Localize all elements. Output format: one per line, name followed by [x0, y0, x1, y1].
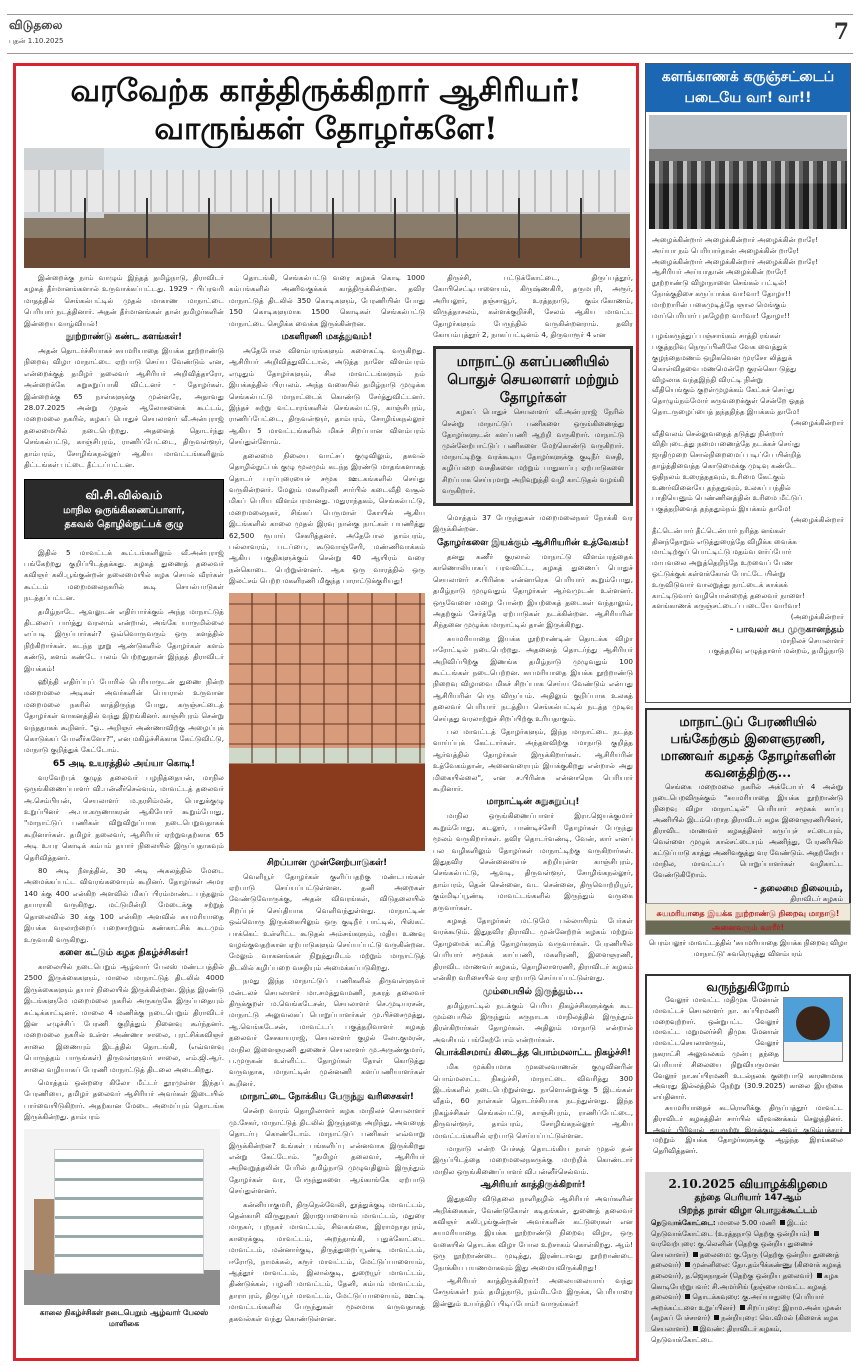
- subheading: பொக்கிசமாய் கிடைத்த பொம்மலாட்ட நிகழ்ச்சி!: [434, 1048, 632, 1059]
- poem-body: அழைக்கின்றார் அழைக்கின்றார் அழைக்கின் றாரே! அய்யா நம் பெரியார்தான் அழைக்கின் றாரே! அழைக்கின்றார் அழைக்கின்றார் அழைக்கின் றாரே! ஆசிரியர் அய்யாதான் அழைக்கின் றாரே! நூற்றாண்டு விழாநாளை செங்கல் பட்டில்! நோக்குதிசை கருப்பாக்க வா!வா! தோழா!! மாற்றாரின் பகைமுடித்தே ஞால மெங்கும் மாப்பெரியார் புகழேற்ற வா!வா! தோழா!! பழங்கருத்துப் பஞ்சாங்கம் சாத்தி ரங்கள் பகுத்தறிவு நெருப்பினிலே வேக வைத்துக் குழந்தைமணம் ஒழிகவென முரசோ லித்துக் கொள்விதவை மணமென்றே குரல்கொ டுத்து விழலாக வந்தஇந்தி விரட்டி நின்று வீதியெங்கும் குறள்முழக்கம் கேட்கச் செய்து தொழும்நம்மோர் கருவறைக்குள் சென்றே ஓதத் தொடருழைப்பைத் தந்ததிந்த இயக்கம் தாமே! (அழைக்கின்றார் வீதிவலம் செல்லுவதைத் தடுத்து நின்றார் விதிபுடைத்து நமைபணைத்தே நடக்கச் செய்து ஜாதிமுறை சொல்நிறைமைப் படிப்பே யின்றித் தாழ்த்திவைத்த கொடுமைக்கு முடிவு கண்டே ஓதிநலம் உரைத்ததவும், உரிமை கேட்கும் உணர்வினையே தந்ததுவும், உலகப் பந்தில் பாதியெனும் பெண்ணினத்தின் உரிமை மீட்டுப் பகுத்தறிவைத் தந்ததும்நம் இயக்கம் தாமே! (அழைக்கின்றார் தீட்டென்பார் தீட்டென்பார் நரித்த னங்கள் தினந்தோறும் எடுத்துரைத்தே விழிக்க வைக்க மாட்டிற்குப் பொட்டிட்டு மதம்வ ளர்ப்போர் மாபவலை அறுத்தெறிந்தே உறவைப் பேண ஓட்டுக்குக் கள்ளக்கோல் போட்டே யின்று உருவிடுவார் வாலறுத்து நாட்டைக் காக்கக் காட்டிடுவார் வழியொன்றைத் தலைவர் நாளை! களங்காணக் கருஞ்சட்டைப் படையே வா!வா! (அழைக்கின்றார் - பாவலர் சுப முருகானந்தம் மாநிலச் செயலாளர் பகுத்தறிவு எழுத்தாளர் மன்றம், தமிழ்நாடு: [652, 235, 844, 656]
- stanza-1: அழைக்கின்றார் அழைக்கின்றார் அழைக்கின் றாரே! அய்யா நம் பெரியார்தான் அழைக்கின் றாரே! அழைக்கின்றார் அழைக்கின்றார் அழைக்கின் றாரே! ஆசிரியர் அய்யாதான் அழைக்கின் றாரே! நூற்றாண்டு விழாநாளை செங்கல் பட்டில்! நோக்குதிசை கருப்பாக்க வா!வா! தோழா!! மாற்றாரின் பகைமுடித்தே ஞால மெங்கும் மாப்பெரியார் புகழேற்ற வா!வா! தோழா!!: [652, 235, 819, 320]
- crowd-photo: [649, 115, 847, 229]
- event-notice: 2.10.2025 வியாழக்கிழமை தந்தை பெரியார் 147ஆம் பிறந்த நாள் விழா பொதுக்கூட்டம் நெடுவாக்கோட்டை: மாலை 5.00 மணி இடம்: நெடுவாக்கோட்டை (உரத்தநாடு தெற்கு ஒன்றியம்) வரவேற்புரை: கு.லெனின் (தெற்கு ஒன்றிய துணைச் செயலாளர்) தலைமை: கு.நேரு (தெற்கு ஒன்றிய துணைத் தலைவர்) முன்னிலை: தோ.தம்பிக்கண்ணு (கிளைக் கழகத் தலைவர்), த.ஜெகநாதன் (தெற்கு ஒன்றிய தலைவர்) கழக கொடியேற்றுபவர்: சி.அமர்சிங் (தஞ்சை மாவட்ட கழகத் தலைவர்) தொடக்கவுரை: கு.அய்யாதுரை (பெரியார் அறக்கட்டளை உறுப்பினர்) சிறப்புரை: இராம.அன்பழகன் (கழகப் பேச்சாளர்) நன்றியுரை: வெ.விமல் (கிளைக் கழக செயலாளர்) இவண்: திராவிடர் கழகம், நெடுவாக்கோட்டை: [645, 1172, 851, 1332]
- notice-box: மாநாட்டுப் பேரணியில் பங்கேற்கும் இளைஞரணி, மாணவர் கழகத் தோழர்களின் கவனத்திற்கு... செங்கை மறைமலை நகரில் அக்டோபர் 4 அன்று நடைபெறவிருக்கும் "சுயமரியாதை இயக்க நூற்றாண்டு நிறைவு விழா மாநாட்டில்" பெரியார் சமூகக் காப்பு அணியில் இடம்பெறாத திராவிடர் கழக இளைஞரணியினர், திராவிட மாணவர் கழகத்தினர் கருப்புச் சட்டையும், வெள்ளை முழுக் கால்சட்டையும் அணிந்து, பேரணியில் கட்டுப்பாடு காத்து அணிவகுத்து வர வேண்டும். அதற்கேற்ப மாநில, மாவட்டப் பொறுப்பாளர்கள் வழிகாட்ட வேண்டுகிறோம். - தலைமை நிலையம், திராவிடர் கழகம்: [645, 708, 851, 910]
- inset-box: மாநாட்டு களப்பணியில் பொதுச் செயலாளர் மற்றும் தோழர்கள் கழகப் பொதுச் செயலாளர் வீ.அன்புராஜ் நேரில் சென்று மாநாட்டுப் பணிகளை ஒருங்கிணைத்து தோழர்களுடன் களப்பணி ஆற்றி வருகிறார். மாநாட்டு முன்னேற்பாட்டுப் பணிகளை மேற்கொண்டு வருகிறார். மாநாட்டிற்கு வரக்கூடிய தோழர்களுக்கு குடிநீர் வசதி, கழிப்பறை வசதிகளை மற்றும் பாதுகாப்பு ஏற்பாடுகளை சிறப்பாக செய்யுமாறு அறிவுறுத்தி வழி காட்டுதல் வழங்கி வருகிறார்.: [433, 346, 633, 506]
- byline-box: வி.சி.வில்வம் மாநில ஒருங்கிணைப்பாளர், தகவல் தொழில்நுட்பக் குழு: [24, 479, 224, 539]
- headline: [16, 72, 636, 148]
- main-story: [13, 63, 639, 1361]
- poem-author: - பாவலர் சுப முருகானந்தம்: [729, 624, 844, 635]
- subheading: மாநாட்டின் சுறுசுறுப்பு!: [486, 797, 580, 808]
- wall-ad-caption: பெரம்பலூர் மாவட்டத்தில் 'சுயமரியாதை இயக்க நிறைவு விழா மாநாட்டு' சுவரெழுத்து விளம்பரம்: [648, 939, 848, 958]
- event-details: நெடுவாக்கோட்டை: மாலை 5.00 மணி இடம்: நெடுவாக்கோட்டை (உரத்தநாடு தெற்கு ஒன்றியம்) வரவேற்புரை: கு.லெனின் (தெற்கு ஒன்றிய துணைச் செயலாளர்) தலைமை: கு.நேரு (தெற்கு ஒன்றிய துணைத் தலைவர்) முன்னிலை: தோ.தம்பிக்கண்ணு (கிளைக் கழகத் தலைவர்), த.ஜெகநாதன் (தெற்கு ஒன்றிய தலைவர்) கழக கொடியேற்றுபவர்: சி.அமர்சிங் (தஞ்சை மாவட்ட கழகத் தலைவர்) தொடக்கவுரை: கு.அய்யாதுரை (பெரியார் அறக்கட்டளை உறுப்பினர்) சிறப்புரை: இராம.அன்பழகன் (கழகப் பேச்சாளர்) நன்றியுரை: வெ.விமல் (கிளைக் கழக செயலாளர்) இவண்: திராவிடர் கழகம், நெடுவாக்கோட்டை: [651, 1219, 842, 1344]
- poem-box: [645, 63, 851, 703]
- tent-interior-photo: [229, 593, 425, 851]
- notice-title: மாநாட்டுப் பேரணியில் பங்கேற்கும் இளைஞரணி, மாணவர் கழகத் தோழர்களின் கவனத்திற்கு...: [660, 715, 836, 781]
- masthead: [7, 14, 853, 54]
- portrait-photo: [783, 997, 843, 1062]
- photo-caption: காலை நிகழ்ச்சிகள் நடைபெறும் ஆழ்வார் பேலஸ் மாளிகை: [39, 1307, 209, 1328]
- subheading: மும்பையில் இருந்தும்...: [482, 986, 584, 997]
- obituary-title: வருந்துகிறோம்: [706, 980, 790, 994]
- subheading: நூற்றாண்டு கண்ட களங்கள்!: [65, 332, 183, 343]
- subheading: ஆசிரியர் காத்திருக்கிறார்!: [480, 1180, 586, 1191]
- headline-line-2: வாருங்கள் தோழர்களே!: [154, 111, 498, 147]
- stanza-4: தீட்டென்பார் தீட்டென்பார் நரித்த னங்கள் தினந்தோறும் எடுத்துரைத்தே விழிக்க வைக்க மாட்டிற்குப் பொட்டிட்டு மதம்வ ளர்ப்போர் மாபவலை அறுத்தெறிந்தே உறவைப் பேண ஓட்டுக்குக் கள்ளக்கோல் போட்டே யின்று உருவிடுவார் வாலறுத்து நாட்டைக் காக்கக் காட்டிடுவார் வழியொன்றைத் தலைவர் நாளை! களங்காணக் கருஞ்சட்டைப் படையே வா!வா! (அழைக்கின்றார்: [652, 525, 844, 622]
- subheading: களை கட்டும் கழக நிகழ்ச்சிகள்!: [59, 947, 189, 958]
- column-3: திருச்சி, பட்டுக்கோட்டை, திருப்பத்தூர், கோபிசெட்டிபாளையம், கிருஷ்ணகிரி, தருமபுரி, அரூர், அரியலூர், தஞ்சாவூர், உரத்தநாடு, கும்பகோணம், விருத்தாசலம், கள்ளக்குறிச்சி, சேலம் ஆகிய மாவட்ட தோழர்களும் பேருந்தில் வருகின்றனராம். தவிர கோயம்புத்தூர் 2, நாகப்பட்டினம் 4, திருவாரூர் 4 என மாநாட்டு களப்பணியில் பொதுச் செயலாளர் மற்றும் தோழர்கள் கழகப் பொதுச் செயலாளர் வீ.அன்புராஜ் நேரில் சென்று மாநாட்டுப் பணிகளை ஒருங்கிணைத்து தோழர்களுடன் களப்பணி ஆற்றி வருகிறார். மாநாட்டு முன்னேற்பாட்டுப் பணிகளை மேற்கொண்டு வருகிறார். மாநாட்டிற்கு வரக்கூடிய தோழர்களுக்கு குடிநீர் வசதி, கழிப்பறை வசதிகளை மற்றும் பாதுகாப்பு ஏற்பாடுகளை சிறப்பாக செய்யுமாறு அறிவுறுத்தி வழி காட்டுதல் வழங்கி வருகிறார். மொத்தம் 37 பேருந்துகள் மறைமலைநகர் நோக்கி வர இருக்கின்றன. தோழர்களை இயக்கும் ஆசிரியரின் உத்வேகம்! தனது கணீர் குரலால் மாநாட்டு விளம்பரத்தைக் காணொலியாகப் பரவவிட்ட, கழகத் துணைப் பொதுச் செயலாளர் ச.பிரின்சு என்னாரெசு பெரியார் கூறும்போது, தமிழ்நாடு முழுவதும் தோழர்கள் ஆர்வமுடன் உள்ளனர். ஒருவேளை மழை போன்ற இயற்கைத் தடைகள் வந்தாலும், அதற்கும் சேர்த்தே ஏற்பாடுகள் நடக்கின்றன. ஆசிரியரின் சிந்தனை முழுக்க மாநாட்டில் தான் இருக்கிறது. சுயமரியாதை இயக்க நூற்றாண்டின் தொடக்க விழா ஈரோட்டில் நடைபெற்றது. அதனைத் தொடர்ந்து ஆசிரியர் அறிவிப்பிற்கு இணங்க தமிழ்நாடு முழுவதும் 100 கூட்டங்கள் நடைபெற்றன. சுயமரியாதை இயக்க நூற்றாண்டு நிறைவு விழாவை மிகச் சிறப்பாக செய்ய வேண்டும் என்பது ஆசிரியரின் பெரு விருப்பம். அதிலும் குறிப்பாக உலகத் தலைவர் பெரியார் நடத்திய செங்கல்பட்டில் நடத்த முடிவு செய்தது வரலாற்றுச் சிறப்பிற்கு உரியதாகும். பல மாவட்டத் தோழர்களும், இந்த மாநாட்டை நடத்த வாய்ப்புக் கேட்டார்கள். அந்தளவிற்கு மாநாடு குறித்த ஆர்வத்தில் தோழர்கள் இருக்கிறார்கள். ஆசிரியரின் உத்வேகம்தான், அனைவரையும் இயக்குகிறது என்றால் அது மிகையில்லை", என ச.பிரின்சு என்னாரெசு பெரியார் கூறினார். மாநாட்டின் சுறுசுறுப்பு! மாநில ஒருங்கிணைப்பாளர் இரா.ஜெயக்குமார் கூறும்போது, கடலூர், பாண்டிச்சேரி தோழர்கள் பேருந்து மூலம் வருகிறார்கள். தவிர தொடர்வண்டி, வேன், கார் எனப் பல வழிகளிலும் தோழர்கள் மாநாட்டிற்கு வருகிறார்கள். இதுதவிர சென்னையைச் சுற்றியுள்ள காஞ்சிபுரம், செங்கல்பட்டு, ஆவடி, திருவள்ளூர், சோழிங்கநல்லூர், தாம்பரம், தென் சென்னை, வட சென்னை, திருவொற்றியூர், கும்மிடிப்பூண்டி மாவட்டங்களில் இருந்தும் வருகை தருவார்கள். கழகத் தோழர்கள் மட்டுமே பல்லாயிரம் பேர்கள் வரக்கூடும். இதுதவிர திராவிட முன்னேற்றக் கழகம் மற்றும் தோழமைக் கட்சித் தோழர்களும் வருவார்கள். பேரணியில் பெரியார் சமூகக் காப்பணி, மகளிரணி, இளைஞரணி, திராவிட மாணவர் கழகம், தொழிலாளரணி, திராவிடர் கழகம் என்கிற வரிசையில் வர ஏற்பாடு செய்யப்பட்டுள்ளது. மும்பையில் இருந்தும்... தமிழ்நாட்டில் நடக்கும் பெரிய நிகழ்ச்சிகளுக்குக் கூட மும்பையில் இருந்தும் கருநாடக மாநிலத்தில் இருந்தும் திரள்கிறார்கள் தோழர்கள். அதிலும் மாநாடு என்றால் அவசியம் பங்கேற்போம் என்றார்கள். பொக்கிசமாய் கிடைத்த பொம்மலாட்ட நிகழ்ச்சி! மிக முக்கியமாக முகலைவாணன் குழுவினரின் பொம்மலாட்ட நிகழ்ச்சி, மாநாட்டை விவரித்து 300 இடங்களில் நடைபெற்றுள்ளது. நாளொன்றுக்கு 5 இடங்கள் வீதம், 60 நாள்கள் தொடர்ச்சியாக நடந்துள்ளது. இந்த நிகழ்ச்சிகள் செங்கல்பட்டு, காஞ்சிபுரம், ராணிப்பேட்டை, திருவள்ளூர், தாம்பரம், சோழிங்கநல்லூர் ஆகிய மாவட்டங்களில் ஏற்பாடு செய்யப்பட்டுள்ளன. மாநாடு என்ற பேச்சுத் தொடங்கிய நாள் முதல் தன் இருப்பிடத்தை மறைமலைநகருக்கு மாற்றிக் கொண்டார் மாநில ஒருங்கிணைப்பாளர் வி.பன்னீர்செல்வம். ஆசிரியர் காத்திருக்கிறார்! இதுதவிர விடுதலை நாளிதழில் ஆசிரியர் அவர்களின் அறிக்கைகள், வேண்டுகோள் கடிதங்கள், துணைத் தலைவர் கவிஞர் கலி.பூங்குன்றன் அவர்களின் கட்டுரைகள் என சுயமரியாதை இயக்க நூற்றாண்டு நிறைவு விழா, ஒரு வகையில் தொடக்க விழா போல உற்சாகம் கொள்கிறது. ஆம்! ஒரு நூற்றாண்டை முடித்து, இரண்டாவது நூற்றாண்டை நோக்கிய பயணமாகவும் இது அமையவிருக்கிறது! ஆசிரியர் காத்திருக்கிறார்! அலையலையாய் வந்து சேருங்கள்! நம் தமிழ்நாடு, நம்மிடமே இருக்க, பெரியாரை இன்னும் உயர்த்திப் பிடிப்போம்! வாருங்கள்!: [433, 273, 633, 1308]
- subheading: சிறப்பான முன்னேற்பாடுகள்!: [266, 857, 388, 868]
- stanza-3: வீதிவலம் செல்லுவதைத் தடுத்து நின்றார் விதிபுடைத்து நமைபணைத்தே நடக்கச் செய்து ஜாதிமுறை சொல்நிறைமைப் படிப்பே யின்றித் தாழ்த்திவைத்த கொடுமைக்கு முடிவு கண்டே ஓதிநலம் உரைத்ததவும், உரிமை கேட்கும் உணர்வினையே தந்ததுவும், உலகப் பந்தில் பாதியெனும் பெண்ணினத்தின் உரிமை மீட்டுப் பகுத்தறிவைத் தந்ததும்நம் இயக்கம் தாமே! (அழைக்கின்றார்: [652, 428, 844, 524]
- subheading: மகளிரணி மகத்துவம்!: [281, 332, 373, 343]
- event-date: 2.10.2025 வியாழக்கிழமை: [668, 1177, 828, 1191]
- subheading: 65 அடி உயரத்தில் அய்யா கொடி!: [52, 758, 196, 769]
- author-name: வி.சி.வில்வம்: [85, 487, 163, 502]
- headline-line-1: வரவேற்க காத்திருக்கிறார் ஆசிரியர்!: [70, 73, 582, 109]
- page-number: 7: [833, 19, 849, 45]
- wall-ad-photo: சுயமரியாதை இயக்க நூற்றாண்டு நிறைவு மாநாடு! அனைவரும் வாரீர்!: [645, 903, 851, 935]
- column-1: இன்றைக்கு நாம் வாழும் இந்தத் தமிழ்நாடு, திராவிடர் கழகத் தீர்மானங்களால் உருவாக்கப்பட்டது. 1929 - பிப்ரவரி மாதத்தில் செங்கல்பட்டில் முதல் மாகாண மாநாட்டை பெரியார் நடத்தினார். அதன் தீர்மானங்கள் தான் தமிழர்களின் இன்றைய வாழ்வியல்! நூற்றாண்டு கண்ட களங்கள்! அதன் தொடர்ச்சியாகச் சுயமரியாதை இயக்க நூற்றாண்டு நிறைவு விழா மாநாட்டை ஏற்பாடு செய்ய வேண்டும் என, என்றைக்குத் தமிழர் தலைவர் ஆசிரியர் அறிவித்தாரோ, அன்றைக்கே சுறுசுறுப்பாகி விட்டனர் - தோழர்கள். இன்றைக்கு 65 நாள்களுக்கு முன்னரே, அதாவது 28.07.2025 அன்று முதல் ஆலோசனைக் கூட்டம், மறைமலை நகரில், கழகப் பொதுச் செயலாளர் வீ.அன்புராஜ் தலைமையில் நடைபெற்றது. அதனைத் தொடர்ந்து செங்கல்பட்டு, காஞ்சிபுரம், ராணிப்பேட்டை, திருவள்ளூர், தாம்பரம், சோழிங்கநல்லூர் ஆகிய மாவட்டங்களிலும் திட்டங்கள் பட்டை தீட்டப்பட்டன. வி.சி.வில்வம் மாநில ஒருங்கிணைப்பாளர், தகவல் தொழில்நுட்பக் குழு இதில் 5 மாவட்டக் கூட்டங்களிலும் வீ.அன்புராஜ் பங்கேற்றது குறிப்பிடத்தக்கது. கழகத் துணைத் தலைவர் கவிஞர் கலி.பூங்குன்றன் தலைமையில் கழக செயல் வீரர்கள் கூட்டம் மறைமலைநகரில் கூடி செயல்பாடுகள் நடத்தப்பட்டன. தமிழ்நாடே ஆவலுடன் எதிர்பார்க்கும் அந்த மாநாட்டுத் திடலைப் பார்த்து வரலாம் என்றால், அங்கே யாருமில்லை எப்படி இருப்பார்கள்? ஒவ்வொருவரும் ஒரு களத்தில் நிற்கிறார்கள். கடந்த நூறு ஆண்டுகளில் தோழர்கள் களம் கண்டு, களம் கண்டே பலம் பெற்றதுதான் இந்தத் திராவிடர் இயக்கம்! ஹிந்தி எதிர்ப்புப் போரில் பெரியாருடன் துணை நின்ற மறைமலை அடிகள் அவர்களின் பெயரால் உருவான மறைமலை நகரில் காத்திருந்த போது, கருஞ்சட்டைத் தோழர்கள் வாகனத்தில் வந்து இறங்கினர். காஞ்சிபுரம் சென்று வந்ததாகக் கூறினர். "ஓ.. அறிஞர் அண்ணாவிற்கு அழைப்புக் கொடுக்கப் போனீர்களோ?", என மகிழ்ச்சிக்காக கேட்டுவிட்டு, மாநாடு குறித்துக் கேட்டோம். 65 அடி உயரத்தில் அய்யா கொடி! வரவேற்புக் குழுத் தலைவர் பழநித்தையன், மாநில ஒருங்கிணைப்பாளர் வி.பன்னீர்செல்வம், மாவட்டத் தலைவர் அ.செம்பியன், செயலாளர் ம.நரசிம்மன், பொதுக்குழு உறுப்பினர் அ.பா.கருணாகரன் ஆகியோர் கூறும்போது, "மாநாட்டுப் பணிகள் விறுவிறுப்பாக நடைபெறுவதாகக் கூறினார்கள். தமிழர் தலைவர், ஆசிரியர் ஏற்றுவதற்காக 65 அடி உயர கொடிக் கம்பம் தயார் நிலையில் இருப்பதாகவும் தெரிவித்தனர். 80 அடி நீளத்தில், 30 அடி அகலத்தில் மேடை அமைக்கப்பட்ட விவரங்களையும் கூறினர். தோழர்கள் அமர 140 க்கு 400 என்கிற அளவில் மிகப் பிரம்மாண்ட பந்தலும் தயாராகி வருகிறது. மட்டுமின்றி மேடைக்கு சற்றுத் தொலைவில் 30 க்கு 100 என்கிற அளவில் சுயமரியாதை இயக்க வரலாற்றைப் பறைசாற்றும் கண்காட்சிக் கூடமும் உருவாகி வருகிறது. களை கட்டும் கழக நிகழ்ச்சிகள்! காலையில் நடைபெறும் ஆழ்வார் பேலஸ் மண்டபத்தில் 2500 இருக்கைகளும், மாலை மாநாட்டுத் திடலில் 4000 இருக்கைகளும் தயார் நிலையில் இருக்கின்றன. இந்த இரண்டு இடங்களுமே மறைமலை நகரில் அருகருகே இருப்பதையும் சுட்டிக்காட்டினர். மாலை 4 மணிக்கு நடைபெறும் திராவிடர் இன எழுச்சிப் பேரணி குறித்தும் நினைவு கூர்ந்தனர். மறைமலை நகரில் உள்ள அண்ணா சாலை, புரட்சிக்கவிஞர் சாலை இணையும் இடத்தில் தொடங்கி, (எவ்வளவு பொருத்தம் பாருங்கள்) திருவள்ளுவர் சாலை, எம்.ஜி.ஆர். சாலை வழியாகப் பேரணி மாநாட்டுத் திடலை அடைகிறது. மொத்தம் ஒன்றரை கிலோ மீட்டர் தூரமுள்ள இந்தப் பேரணியை, தமிழர் தலைவர் ஆசிரியர் அவர்கள் இடையில் பார்வையிடுகிறார். அதற்கான மேடை அமைப்பும் தொடங்க இருக்கின்றது. தாம்பரம் காலை நிகழ்ச்சிகள் நடைபெறும் ஆழ்வார் பேலஸ் மாளிகை: [24, 273, 224, 1328]
- venue-pandal-photo: [24, 148, 630, 268]
- subheading: தோழர்களை இயக்கும் ஆசிரியரின் உத்வேகம்!: [436, 537, 630, 548]
- obituary-box: வருந்துகிறோம் வேலூர் மாவட்ட மதிமுக மேனாள் மாவட்டச் செயலாளர் நா. சுப்பிரமணி மறைவுற்றார். ஒன்றுபட்ட வேலூர் மாவட்ட மறுமலர்ச்சி திமுக மேனாள் மாவட்டசெயலாளரும், வேலூர் நகராட்சி அலுவலகம் முன்பு தந்தை பெரியார் சிலையை நிறுவியருமான வேலூர் நா.சுப்பிரமணி உடல்நலக் குறைபாடு காரணமாக அவரது இல்லத்தில் நேற்று (30.9.2025) காலை இயற்கை எய்தினார். சுயமரியாதைச் சுடரொளிக்கு திருப்பத்தூர் மாவட்ட திராவிடர் கழகத்தின் சார்பில் வீரவணக்கம் செலுத்தினர். அவர் பிரிவால் துயருற்று இருக்கும் அவர் குடும்பத்தார் மற்றும் இயக்க தோழர்களுக்கு ஆழ்ந்த இரங்கலை தெரிவித்தனர்.: [645, 974, 851, 1134]
- inset-title: மாநாட்டு களப்பணியில் பொதுச் செயலாளர் மற்றும் தோழர்கள்: [447, 354, 619, 407]
- subheading: மாநாட்டை நோக்கிய பேருந்து வரிசைகள்!: [240, 1092, 414, 1103]
- column-2: தொடங்கி, செங்கல்பட்டு வரை கழகக் கொடி 1000 கம்பங்களில் அணிவகுக்கக் காத்திருக்கின்றன. தவிர மாநாட்டுத் திடலில் 350 கொடிகளும், பேரணியின் போது 150 கொடிகளுமாக 1500 கொடிகள் செங்கல்பட்டு மாநாட்டை செழிக்க வைக்க இருக்கின்றன. மகளிரணி மகத்துவம்! அதேபோல விளம்பரங்களும் களைகட்டி வருகிறது. ஆசிரியர் அறிவித்துவிட்டால், அடுத்த நாளே விளம்பரம் எழுதும் தோழர்களும், சில மாவட்டங்களும் நம் இயக்கத்தில் பிரபலம். அந்த வகையில் தமிழ்நாடு முழுக்க செங்கல்பட்டு மாநாட்டைக் கொண்டு சேர்த்துவிட்டனர். இந்தச் சுற்று வட்டாரங்களில் செங்கல்பட்டு, காஞ்சிபுரம், ராணிப்பேட்டை, திருவள்ளூர், தாம்பரம், சோழிங்கநல்லூர் ஆகிய 5 மாவட்டங்களில் மிகச் சிறப்பான விளம்பரம் செய்துள்ளோம். தலைமை நிலைய வாட்சப் குழுவிலும், தகவல் தொழில்நுட்பக் குழு மூலமும் கடந்த இரண்டு மாதங்களாகத் தொடர் பரப்புரையைச் சமூக ஊடகங்களில் செய்து வருகின்றனர். மேலும் மகளிரணி சார்பில் கடைவீதி வசூல் மிகப் பெரிய விளம்பரமானது. மதுராந்தகம், செங்கல்பட்டு, மறைமலைநகர், சிங்கப் பெருமாள் கோயில் ஆகிய இடங்களில் காலை முதல் இரவு நான்கு நாட்கள் பயணித்து 62,500 ரூபாய் சேகரித்தனர். அதேபோல தாம்பரம், பல்லாவரம், படப்பை, கூடுவாஞ்சேரி, மண்ணிவாக்கம் ஆகிய பகுதிகளுக்கும் சென்று 40 ஆயிரம் வரை நன்கொடை பெற்றுள்ளனர். ஆக ஒரு வாரத்தில் ஒரு இலட்சம் பெற்ற மகளிரணி மிகுந்த பாராட்டுக்குரியது! சிறப்பான முன்னேற்பாடுகள்! வெளியூர் தோழர்கள் குளிப்பதற்கு மண்டபங்கள் ஏற்பாடு செய்யப்பட்டுள்ளன. தனி அறைகள் வேண்டுவோருக்கு, அதன் விவரங்கள், விடுதலையில் சிறப்புச் செய்தியாக வெளிவந்துள்ளது. மாநாட்டின் ஒவ்வொரு இருக்கையிலும் ஒரு குடிநீர் பாட்டில், பிஸ்கட் பாக்கெட் உள்ளிட்ட கூடுதல் அம்சங்களும், மதிய உணவு வழங்குவதற்கான ஏற்பாடுகளும் செய்யப்பட்டு வருகின்றன. மேலும் வாகனங்கள் நிறுத்துமிடம் மற்றும் மாநாட்டுத் திடலில் கழிப்பறை வசதியும் அமைக்கப்படுகிறது. நமது இந்த மாநாட்டுப் பணிகளில் திருவள்ளுவர் மன்டலச் செயலாளர் மா.சமத்துவமணி, நகரத் தலைவர் திருக்குறள் ம.வெங்கடேசன், செயலாளர் செ.முடியரசன், மாநாட்டு அலுவலகப் பொறுப்பாளர்கள் மு.பிச்சைமுத்து, ஆ.வெங்கடேசன், மாவட்டப் பகுத்தறிவாளர் கழகத் தலைவர் சேசகாயராஜ், செயலாளர் குழல் லோ.குமரன், மாநில இளைஞரணி துணைச் செயலாளர் மு.அருண்குமார், ப.முருகன் உள்ளிட்ட தோழர்கள் தோள் கொடுத்து வருவதாக, மாநாட்டின் முன்னணி களப்பணியாளர்கள் கூறினர். மாநாட்டை நோக்கிய பேருந்து வரிசைகள்! சென்ற வாரம் தொழிலாளர் கழக மாநிலச் செயலாளர் மு.சேகர், மாநாட்டுத் திடலில் இருந்ததை அறிந்து, அவரைத் தொடர்பு கொண்டோம். மாநாட்டுப் பணிகள் எவ்வாறு இருக்கின்றன? உங்கள் பங்களிப்பு என்னவாக இருக்கிறது என்று கேட்டோம். "தமிழர் தலைவர், ஆசிரியர் அறிவுறுத்தலின் பேரில் தமிழ்நாடு முழுவதிலும் இருந்தும் தோழர்கள் வர, பேருந்துகளை ஆங்காங்கே ஏற்பாடு செய்துள்ளனர். கன்னியாகுமரி, திருநெல்வேலி, தூத்துக்குடி மாவட்டம், தென்காசி விருதுநகர் இராஜபாளையம் மாவட்டம், மதுரை மாநகர், புறநகர் மாவட்டம், சிவகங்கை, இராமநாதபுரம், காரைக்குடி மாவட்டம், அறந்தாங்கி, புதுக்கோட்டை மாவட்டம், மன்னார்குடி, திருத்துறைப்பூண்டி மாவட்டம், ஈரோடு, நாமக்கல், கரூர் மாவட்டம், மேட்டுப்பாளையம், ஆத்தூர் மாவட்டம், இலால்குடி, துறையூர் மாவட்டம், திண்டுக்கல், பழனி மாவட்டம், தேனி, கம்பம் மாவட்டம், தாராபுரம், திருப்பூர் மாவட்டம், மேட்டுப்பாளையம், ஊட்டி மாவட்டங்களில் பேருந்துகள் மூலமாக வருவதாகத் தகவல்கள் வந்து கொண்டுள்ளன.: [229, 273, 425, 1323]
- newspaper-name: விடுதலை: [9, 18, 63, 32]
- poem-title: களங்காணக் கருஞ்சட்டைப் படையே வா! வா!!: [646, 64, 850, 112]
- alwar-palace-photo: [24, 1129, 220, 1305]
- stanza-2: பழங்கருத்துப் பஞ்சாங்கம் சாத்தி ரங்கள் பகுத்தறிவு நெருப்பினிலே வேக வைத்துக் குழந்தைமணம் ஒழிகவென முரசோ லித்துக் கொள்விதவை மணமென்றே குரல்கொ டுத்து விழலாக வந்தஇந்தி விரட்டி நின்று வீதியெங்கும் குறள்முழக்கம் கேட்கச் செய்து தொழும்நம்மோர் கருவறைக்குள் சென்றே ஓதத் தொடருழைப்பைத் தந்ததிந்த இயக்கம் தாமே! (அழைக்கின்றார்: [652, 331, 844, 427]
- issue-date: புதன் 1.10.2025: [9, 37, 64, 45]
